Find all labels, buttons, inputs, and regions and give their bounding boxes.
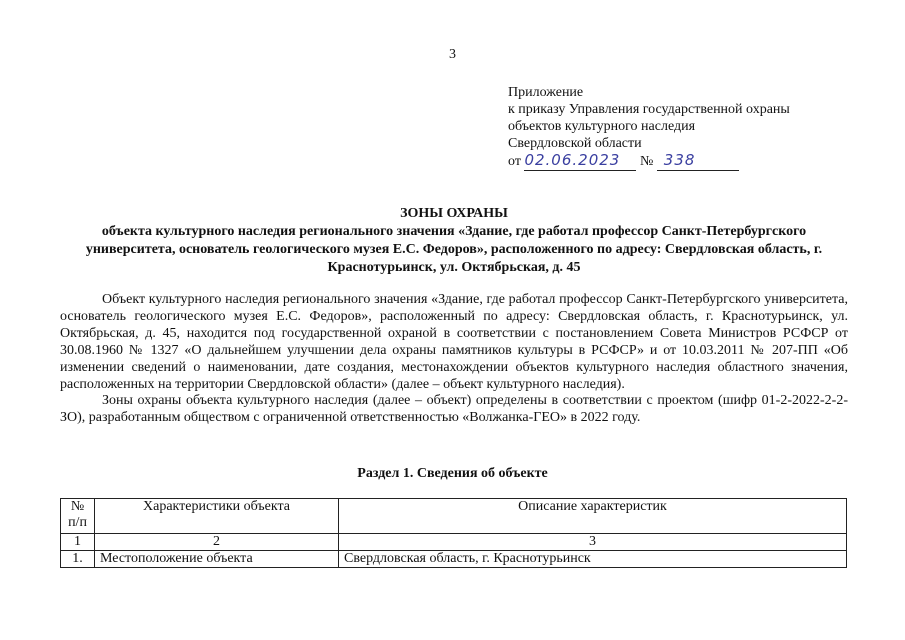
- row-number: 1.: [61, 551, 95, 568]
- order-number-field: [657, 152, 739, 171]
- row-description: Свердловская область, г. Краснотурьинск: [339, 551, 847, 568]
- table-column-number-row: [61, 534, 847, 551]
- section-title: Раздел 1. Сведения об объекте: [357, 466, 548, 481]
- appendix-line-4: Свердловской области: [508, 136, 642, 151]
- appendix-line-2: к приказу Управления государственной охраны: [508, 102, 790, 117]
- paragraph: Объект культурного наследия регионального значения «Здание, где работал профессор Санкт-Петербургского университета, основатель геологического музея Е.С. Федоров», расположенный по адресу: Свердловская область, г. Краснотурьинск, ул. Октябрьская, д. 45, находится под государственной охраной в соответствии с постановлением Совета Министров РСФСР от 30.08.1960 № 1327 «О дальнейшем улучшении дела охраны памятников культуры в РСФСР» и от 10.03.2011 № 207-ПП «Об изменении сведений о наименовании, дате создания, местонахождении объектов культурного наследия областного значения, расположенных на территории Свердловской области» (далее – объект культурного наследия).: [60, 292, 848, 392]
- object-info-table: [60, 498, 847, 568]
- page-number: 3: [449, 47, 456, 62]
- column-header-characteristic: Характеристики объекта: [95, 499, 339, 534]
- table-row: [61, 551, 847, 568]
- date-prefix: от: [508, 154, 521, 169]
- appendix-block: [508, 84, 790, 171]
- order-date-value: 02.06.2023: [524, 151, 621, 169]
- column-number: 3: [339, 534, 847, 551]
- order-date-field: [524, 152, 636, 171]
- number-prefix: №: [639, 154, 654, 169]
- column-number: 2: [95, 534, 339, 551]
- body-text: [60, 292, 848, 427]
- table-header-row: [61, 499, 847, 534]
- row-characteristic: Местоположение объекта: [95, 551, 339, 568]
- document-subtitle: объекта культурного наследия регионального значения «Здание, где работал профессор Санкт-Петербургского университета, основатель геологического музея Е.С. Федоров», расположенного по адресу: Свердловская область, г. Краснотурьинск, ул. Октябрьская, д. 45: [85, 224, 823, 275]
- document-title: ЗОНЫ ОХРАНЫ: [400, 206, 508, 221]
- paragraph: Зоны охраны объекта культурного наследия (далее – объект) определены в соответствии с проектом (шифр 01-2-2022-2-2-ЗО), разработанным обществом с ограниченной ответственностью «Волжанка-ГЕО» в 2022 году.: [60, 393, 848, 426]
- column-number: 1: [61, 534, 95, 551]
- appendix-line-1: Приложение: [508, 85, 584, 100]
- order-number-value: 338: [663, 151, 696, 169]
- column-header-description: Описание характеристик: [339, 499, 847, 534]
- appendix-line-3: объектов культурного наследия: [508, 119, 696, 134]
- column-header-number: № п/п: [61, 499, 95, 534]
- order-date-number-line: [508, 152, 790, 171]
